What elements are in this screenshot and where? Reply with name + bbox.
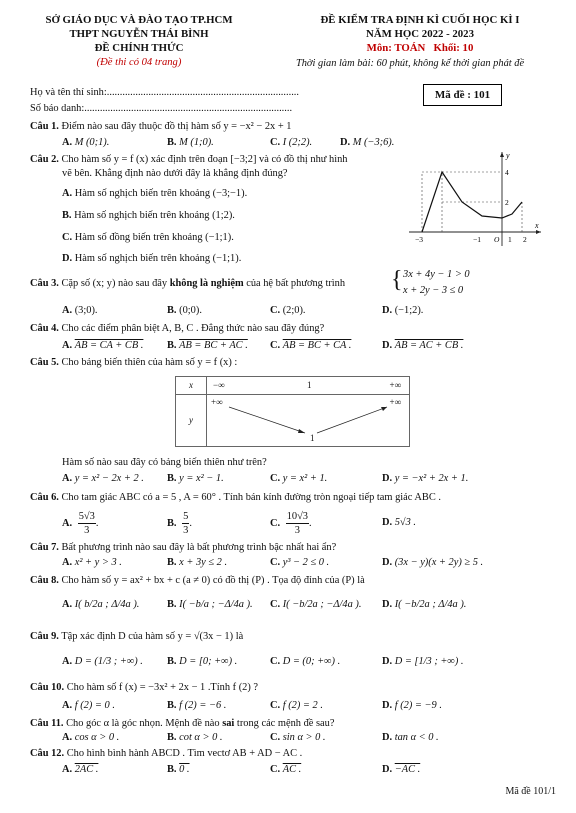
q12-option-d[interactable]: D. −AC . xyxy=(382,764,421,775)
q1-option-b[interactable]: B. M (1;0). xyxy=(167,137,214,148)
q11-option-b[interactable]: B. cot α > 0 . xyxy=(167,732,223,743)
vt-y3: +∞ xyxy=(389,397,401,407)
system-eq1: 3x + 4y − 1 > 0 xyxy=(403,269,470,280)
tick-minus-3: −3 xyxy=(415,235,423,244)
exam-code-box: Mã đề : 101 xyxy=(423,84,502,106)
q9-option-d[interactable]: D. D = [1/3 ; +∞) . xyxy=(382,656,464,667)
q3: Câu 3. Cặp số (x; y) nào sau đây không là nghiệm của hệ bất phương trình xyxy=(30,278,346,289)
origin: O xyxy=(494,235,500,244)
x-axis-arrow xyxy=(536,230,541,234)
q2-option-c[interactable]: C. Hàm số đồng biến trên khoảng (−1;1). xyxy=(62,232,234,243)
q10: Câu 10. Cho hàm số f (x) = −3x² + 2x − 1 .Tính f (2) ? xyxy=(30,682,259,693)
q4-option-a[interactable]: A. AB = CA + CB . xyxy=(62,340,144,351)
q9-option-a[interactable]: A. D = (1/3 ; +∞) . xyxy=(62,656,143,667)
system-brace: { xyxy=(391,267,403,293)
q2-function-graph xyxy=(405,148,545,248)
q5-option-a[interactable]: A. y = x² − 2x + 2 . xyxy=(62,473,144,484)
q5-line2: Hàm số nào sau đây có bảng biến thiên như trên? xyxy=(62,457,267,468)
system-eq2: x + 2y − 3 ≤ 0 xyxy=(403,285,464,296)
page-count: (Đề thi có 04 trang) xyxy=(96,57,182,68)
vt-x1: −∞ xyxy=(213,380,225,390)
q5-option-b[interactable]: B. y = x² − 1. xyxy=(167,473,224,484)
q8-option-a[interactable]: A. I( b/2a ; Δ/4a ). xyxy=(62,599,140,610)
q9-option-c[interactable]: C. D = (0; +∞) . xyxy=(270,656,341,667)
student-id-line[interactable]: Số báo danh:................................................................................ xyxy=(30,103,293,114)
q8-option-d[interactable]: D. I( −b/2a ; Δ/4a ). xyxy=(382,599,467,610)
vt-x2: 1 xyxy=(307,380,312,390)
q5: Câu 5. Cho bảng biến thiên của hàm số y = f (x) : xyxy=(30,357,238,368)
q12-option-a[interactable]: A. 2AC . xyxy=(62,764,99,775)
school-year: NĂM HỌC 2022 - 2023 xyxy=(366,28,474,40)
student-name-line[interactable]: Họ và tên thí sinh:.......................................................................... xyxy=(30,87,299,98)
q1-option-d[interactable]: D. M (−3;6). xyxy=(340,137,395,148)
q2-option-a[interactable]: A. Hàm số nghịch biến trên khoảng (−3;−1). xyxy=(62,188,248,199)
q3-option-a[interactable]: A. (3;0). xyxy=(62,305,98,316)
q5-option-c[interactable]: C. y = x² + 1. xyxy=(270,473,328,484)
dept-name: SỞ GIÁO DỤC VÀ ĐÀO TẠO TP.HCM xyxy=(45,14,233,26)
q2: Câu 2. Cho hàm số y = f (x) xác định trên đoạn [−3;2] và có đồ thị như hình xyxy=(30,154,348,165)
q4-option-c[interactable]: C. AB = BC + CA . xyxy=(270,340,352,351)
q6-option-a[interactable]: A. $\frac{5√3}{3}$ . xyxy=(62,511,99,536)
vt-x3: +∞ xyxy=(389,380,401,390)
tick-1: 1 xyxy=(508,235,512,244)
q6-option-b[interactable]: B. $\frac{5}{3}$ . xyxy=(167,511,192,536)
q4-option-d[interactable]: D. AB = AC + CB . xyxy=(382,340,464,351)
y-label: y xyxy=(506,151,510,160)
q3-option-d[interactable]: D. (−1;2). xyxy=(382,305,424,316)
tick-2x: 2 xyxy=(523,235,527,244)
q5-option-d[interactable]: D. y = −x² + 2x + 1. xyxy=(382,473,469,484)
q2-option-d[interactable]: D. Hàm số nghịch biến trên khoảng (−1;1). xyxy=(62,253,242,264)
vt-arrows xyxy=(207,395,412,447)
q7: Câu 7. Bất phương trình nào sau đây là bất phương trình bậc nhất hai ẩn? xyxy=(30,542,337,553)
q7-option-b[interactable]: B. x + 3y ≤ 2 . xyxy=(167,557,228,568)
q1-option-c[interactable]: C. I (2;2). xyxy=(270,137,313,148)
q1-option-a[interactable]: A. M (0;1). xyxy=(62,137,110,148)
tick-minus-1: −1 xyxy=(473,235,481,244)
q1: Câu 1. Điểm nào sau đây thuộc đồ thị hàm số y = −x² − 2x + 1 xyxy=(30,121,292,132)
subject: Môn: TOÁN Khối: 10 xyxy=(366,42,474,54)
official-label: ĐỀ CHÍNH THỨC xyxy=(94,42,184,54)
q6-option-d[interactable]: D. 5√3 . xyxy=(382,517,417,528)
q7-option-a[interactable]: A. x² + y > 3 . xyxy=(62,557,122,568)
q2-option-b[interactable]: B. Hàm số nghịch biến trên khoảng (1;2). xyxy=(62,210,235,221)
q11-option-c[interactable]: C. sin α > 0 . xyxy=(270,732,326,743)
q7-option-d[interactable]: D. (3x − y)(x + 2y) ≥ 5 . xyxy=(382,557,484,568)
vt-y-label: y xyxy=(176,395,207,447)
q6-option-c[interactable]: C. $\frac{10√3}{3}$ . xyxy=(270,511,312,536)
q8-option-c[interactable]: C. I( −b/2a ; −Δ/4a ). xyxy=(270,599,362,610)
q12-option-c[interactable]: C. AC . xyxy=(270,764,302,775)
q10-option-b[interactable]: B. f (2) = −6 . xyxy=(167,700,227,711)
tick-2: 2 xyxy=(505,198,509,207)
q8-option-b[interactable]: B. I( −b/a ; −Δ/4a ). xyxy=(167,599,253,610)
x-label: x xyxy=(535,221,539,230)
q3-option-c[interactable]: C. (2;0). xyxy=(270,305,306,316)
q11-option-d[interactable]: D. tan α < 0 . xyxy=(382,732,439,743)
school-name: THPT NGUYỄN THÁI BÌNH xyxy=(69,28,209,40)
q9-option-b[interactable]: B. D = [0; +∞) . xyxy=(167,656,238,667)
q12-option-b[interactable]: B. 0 . xyxy=(167,764,190,775)
q11-option-a[interactable]: A. cos α > 0 . xyxy=(62,732,120,743)
q10-option-d[interactable]: D. f (2) = −9 . xyxy=(382,700,442,711)
q10-option-c[interactable]: C. f (2) = 2 . xyxy=(270,700,323,711)
vt-y2: 1 xyxy=(310,433,315,443)
y-axis-arrow xyxy=(500,152,504,157)
tick-4: 4 xyxy=(505,168,509,177)
q9: Câu 9. Tập xác định D của hàm số y = √(3x − 1) là xyxy=(30,631,244,642)
q7-option-c[interactable]: C. y³ − 2 ≤ 0 . xyxy=(270,557,330,568)
q4-option-b[interactable]: B. AB = BC + AC . xyxy=(167,340,248,351)
q8: Câu 8. Cho hàm số y = ax² + bx + c (a ≠ 0) có đồ thị (P) . Tọa độ đỉnh của (P) là xyxy=(30,575,365,586)
q3-option-b[interactable]: B. (0;0). xyxy=(167,305,202,316)
q11: Câu 11. Cho góc α là góc nhọn. Mệnh đề nào sai trong các mệnh đề sau? xyxy=(30,718,335,729)
footer-code: Mã đề 101/1 xyxy=(505,786,556,797)
vt-y1: +∞ xyxy=(211,397,223,407)
variation-table xyxy=(175,376,410,447)
q6: Câu 6. Cho tam giác ABC có a = 5 , A = 60° . Tính bán kính đường tròn ngoại tiếp tam giác ABC . xyxy=(30,492,441,503)
exam-title: ĐỀ KIỂM TRA ĐỊNH KÌ CUỐI HỌC KÌ I xyxy=(320,14,520,26)
vt-x-label: x xyxy=(176,377,207,395)
q2-line2: vẽ bên. Khẳng định nào dưới đây là khẳng định đúng? xyxy=(62,168,288,179)
time-limit: Thời gian làm bài: 60 phút, không kể thời gian phát đề xyxy=(295,58,525,69)
q12: Câu 12. Cho hình bình hành ABCD . Tìm vectơ AB + AD − AC . xyxy=(30,748,303,759)
q10-option-a[interactable]: A. f (2) = 0 . xyxy=(62,700,115,711)
q4: Câu 4. Cho các điểm phân biệt A, B, C . Đẳng thức nào sau đây đúng? xyxy=(30,323,325,334)
